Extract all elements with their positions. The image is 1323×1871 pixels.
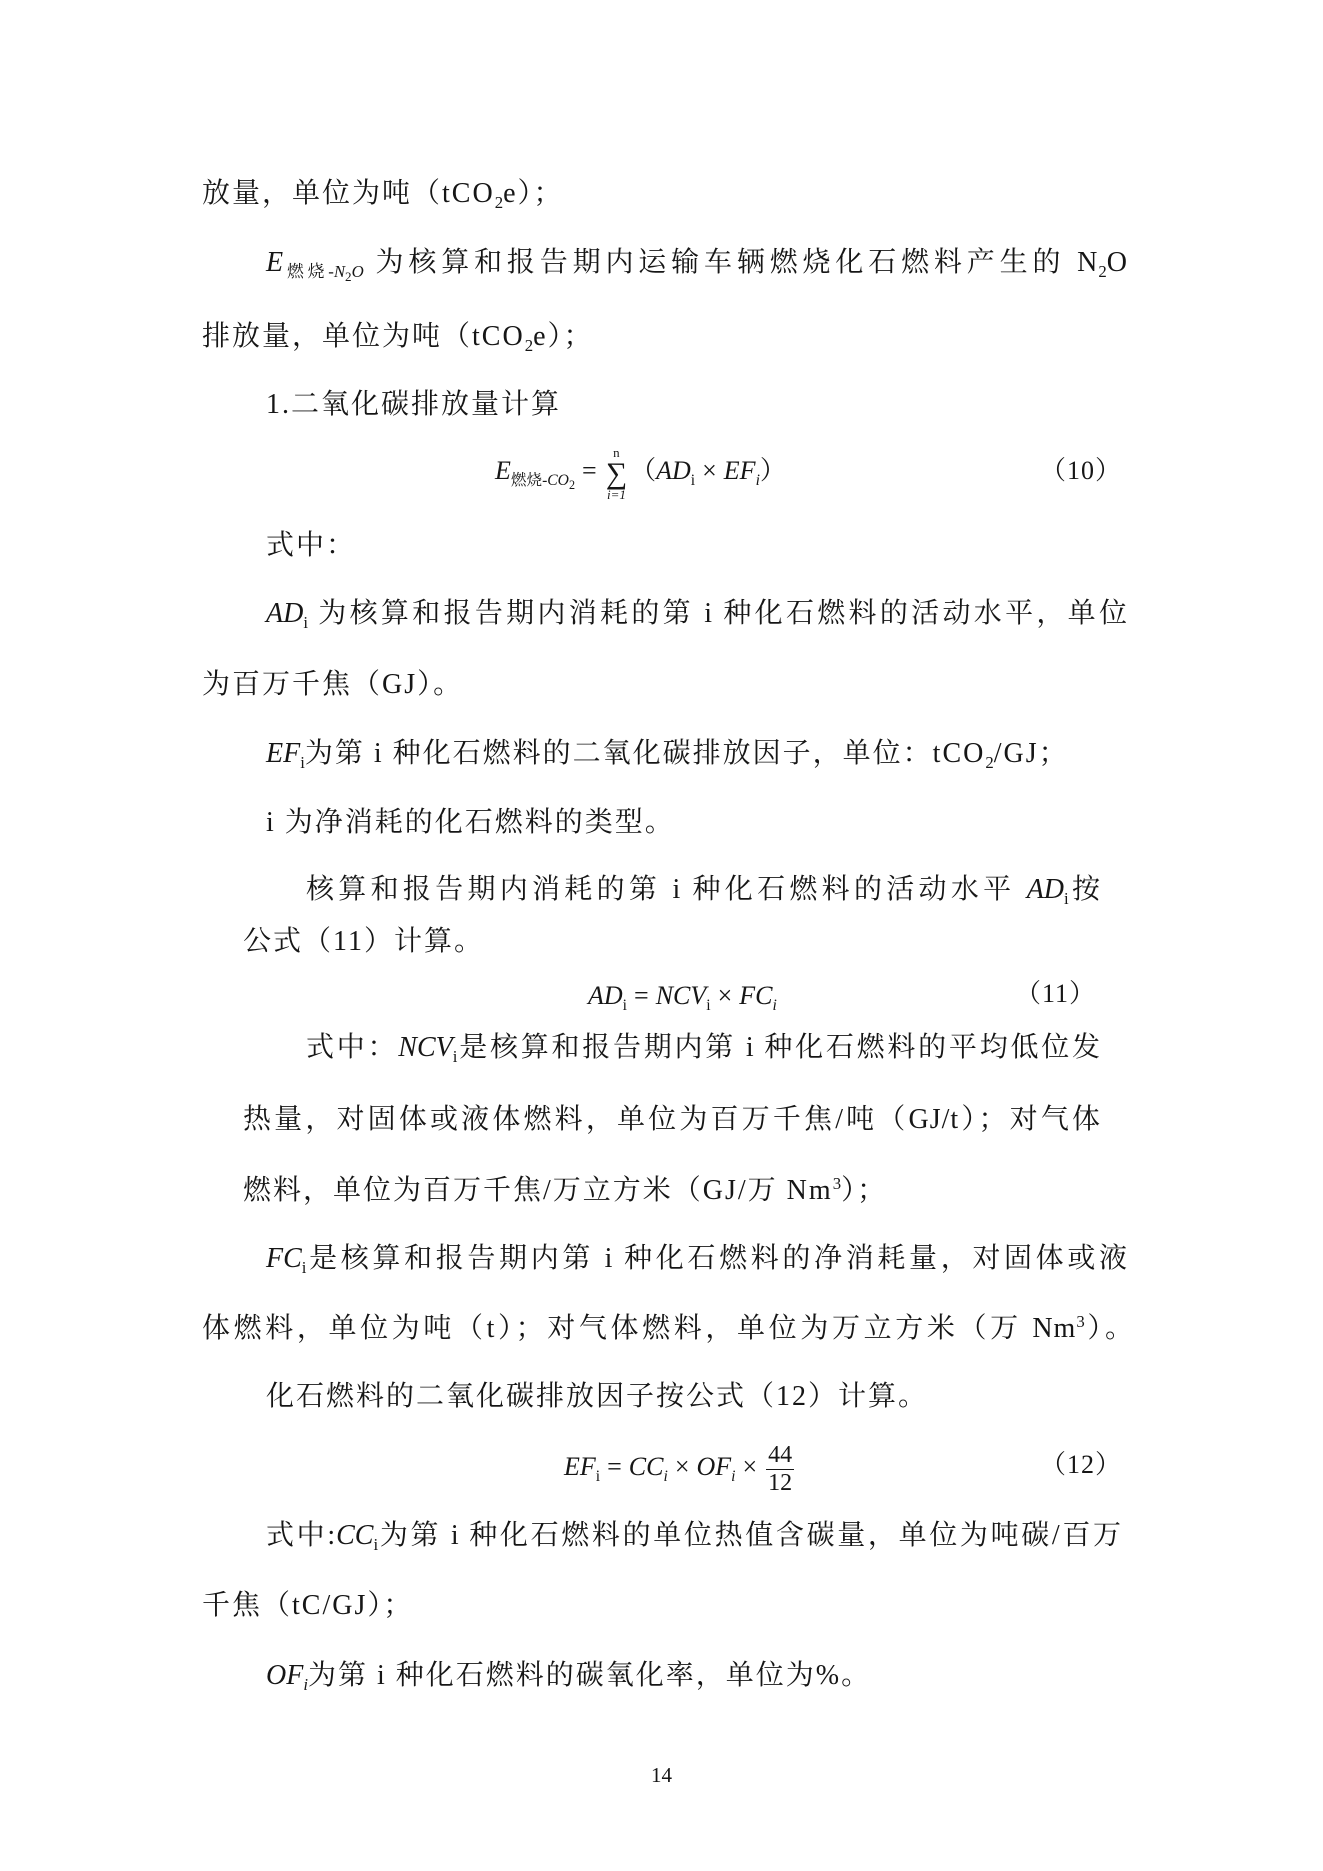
text-run: O — [1106, 247, 1128, 278]
math-subscript — [510, 471, 576, 492]
text-run: 为核算和报告期内消耗的第 i 种化石燃料的活动水平，单位 — [316, 598, 1128, 629]
paragraph-line: i 为净消耗的化石燃料的类型。 — [266, 807, 675, 838]
summation-lower-limit: i=1 — [606, 486, 626, 502]
text-run: 体燃料，单位为吨（t）；对气体燃料，单位为万立方米（万 Nm — [202, 1313, 1077, 1344]
text-run: e）； — [503, 178, 564, 209]
math-subscript: i — [622, 996, 628, 1014]
math-subscript: i — [690, 471, 696, 489]
summation — [606, 446, 627, 501]
fraction — [766, 1442, 794, 1497]
paragraph-line: 千焦（tC/GJ）； — [202, 1590, 414, 1621]
subscript-variable: O — [351, 262, 364, 282]
math-variable: E — [495, 456, 511, 485]
text-run: 式中： — [306, 1032, 399, 1063]
math-subscript: i — [303, 1675, 308, 1695]
paragraph-line: 化石燃料的二氧化碳排放因子按公式（12）计算。 — [266, 1381, 929, 1412]
text-run: 燃料，单位为百万千焦/万立方米（GJ/万 Nm — [243, 1175, 833, 1206]
paragraph-line: 式中： — [266, 530, 357, 561]
open-paren: （ — [630, 456, 657, 485]
equation-number: （10） — [1040, 456, 1123, 485]
math-subscript: i — [1064, 889, 1069, 909]
paragraph-line: 热量，对固体或液体燃料，单位为百万千焦/吨（GJ/t）；对气体 — [243, 1104, 1101, 1135]
paragraph-line: 为百万千焦（GJ）。 — [202, 669, 464, 700]
math-subscript — [283, 262, 364, 285]
equation-number: （11） — [1015, 979, 1097, 1008]
formula-10 — [495, 441, 786, 501]
math-variable: EF — [723, 456, 756, 485]
paragraph-line — [306, 1028, 1101, 1068]
equation-number: （12） — [1040, 1450, 1123, 1479]
text-run: 为核算和报告期内运输车辆燃烧化石燃料产生的 N — [371, 247, 1099, 278]
paragraph-line — [306, 870, 1101, 910]
math-variable: EF — [266, 738, 301, 769]
page-number: 14 — [651, 1763, 672, 1787]
math-variable: OF — [266, 1660, 304, 1691]
subscript-text: 燃烧- — [283, 262, 334, 282]
subscript-variable: N — [333, 262, 346, 282]
math-variable: E — [266, 247, 284, 278]
paragraph-line — [266, 1516, 1122, 1556]
math-variable: AD — [588, 981, 623, 1010]
math-subscript: i — [772, 996, 777, 1014]
math-subscript: i — [595, 1467, 601, 1485]
math-subscript: i — [300, 753, 305, 773]
text-run: 是核算和报告期内第 i 种化石燃料的平均低位发 — [457, 1032, 1101, 1063]
equals-sign: = — [634, 981, 649, 1010]
paragraph-line — [202, 174, 564, 214]
paragraph-line — [266, 243, 1128, 283]
paragraph-line — [266, 1239, 1128, 1279]
text-run: 是核算和报告期内第 i 种化石燃料的净消耗量，对固体或液 — [306, 1243, 1128, 1274]
text-run: 为第 i 种化石燃料的单位热值含碳量，单位为吨碳/百万 — [378, 1520, 1123, 1551]
paragraph-line: 公式（11）计算。 — [243, 926, 484, 957]
equals-sign: = — [582, 456, 597, 485]
paragraph-line — [266, 1656, 871, 1696]
subscript: 2 — [494, 193, 504, 213]
times-sign: × — [742, 1452, 758, 1481]
math-variable: AD — [1026, 874, 1065, 905]
text-run: ）； — [841, 1175, 888, 1206]
math-variable: AD — [656, 456, 691, 485]
math-variable: FC — [739, 981, 773, 1010]
math-subscript: i — [303, 613, 308, 633]
math-subscript: i — [663, 1467, 668, 1485]
subscript-variable: CO — [547, 471, 569, 489]
math-variable: NCV — [398, 1032, 453, 1063]
text-run: 排放量，单位为吨（tCO — [202, 321, 525, 352]
math-subscript: i — [706, 996, 711, 1014]
times-sign: × — [717, 981, 733, 1010]
math-variable: EF — [564, 1452, 596, 1481]
text-run: 核算和报告期内消耗的第 i 种化石燃料的活动水平 — [306, 874, 1027, 905]
paragraph-line — [202, 1309, 1134, 1349]
text-run: 放量，单位为吨（tCO — [202, 178, 495, 209]
formula-12 — [564, 1437, 794, 1497]
text-run: 式中: — [266, 1520, 337, 1551]
paragraph-line — [243, 1171, 887, 1211]
math-variable: AD — [266, 598, 304, 629]
superscript: 3 — [832, 1173, 842, 1193]
times-sign: × — [674, 1452, 690, 1481]
text-run: ）。 — [1084, 1313, 1134, 1344]
paragraph-line — [266, 594, 1128, 634]
equals-sign: = — [607, 1452, 622, 1481]
subscript-number: 2 — [568, 477, 576, 492]
text-run: 为第 i 种化石燃料的碳氧化率，单位为%。 — [308, 1660, 872, 1691]
subscript-number: 2 — [345, 269, 352, 285]
subscript: 2 — [985, 753, 994, 773]
text-run: /GJ； — [993, 738, 1069, 769]
paragraph-line — [202, 317, 594, 357]
summation-upper-limit: n — [613, 444, 620, 460]
math-subscript: i — [373, 1535, 379, 1555]
section-heading: 1.二氧化碳排放量计算 — [266, 389, 562, 420]
math-subscript: i — [755, 471, 760, 489]
close-paren: ） — [759, 456, 786, 485]
math-variable: CC — [336, 1520, 374, 1551]
math-variable: OF — [696, 1452, 732, 1481]
superscript: 3 — [1076, 1311, 1085, 1331]
formula-11 — [588, 966, 777, 1026]
math-subscript: i — [301, 1258, 307, 1278]
math-variable: CC — [628, 1452, 664, 1481]
fraction-denominator: 12 — [768, 1469, 793, 1496]
summation-sign: ∑ — [605, 456, 628, 490]
text-run: e）； — [533, 321, 594, 352]
text-run: 按 — [1068, 874, 1101, 905]
subscript: 2 — [524, 336, 534, 356]
paragraph-line — [266, 734, 1069, 774]
math-subscript: i — [731, 1467, 736, 1485]
subscript-text: 燃烧- — [510, 471, 548, 489]
subscript: 2 — [1098, 262, 1107, 282]
math-variable: NCV — [655, 981, 707, 1010]
math-subscript: i — [452, 1047, 458, 1067]
fraction-numerator: 44 — [768, 1441, 793, 1468]
math-variable: FC — [266, 1243, 302, 1274]
times-sign: × — [702, 456, 717, 485]
text-run: 为第 i 种化石燃料的二氧化碳排放因子，单位：tCO — [304, 738, 986, 769]
